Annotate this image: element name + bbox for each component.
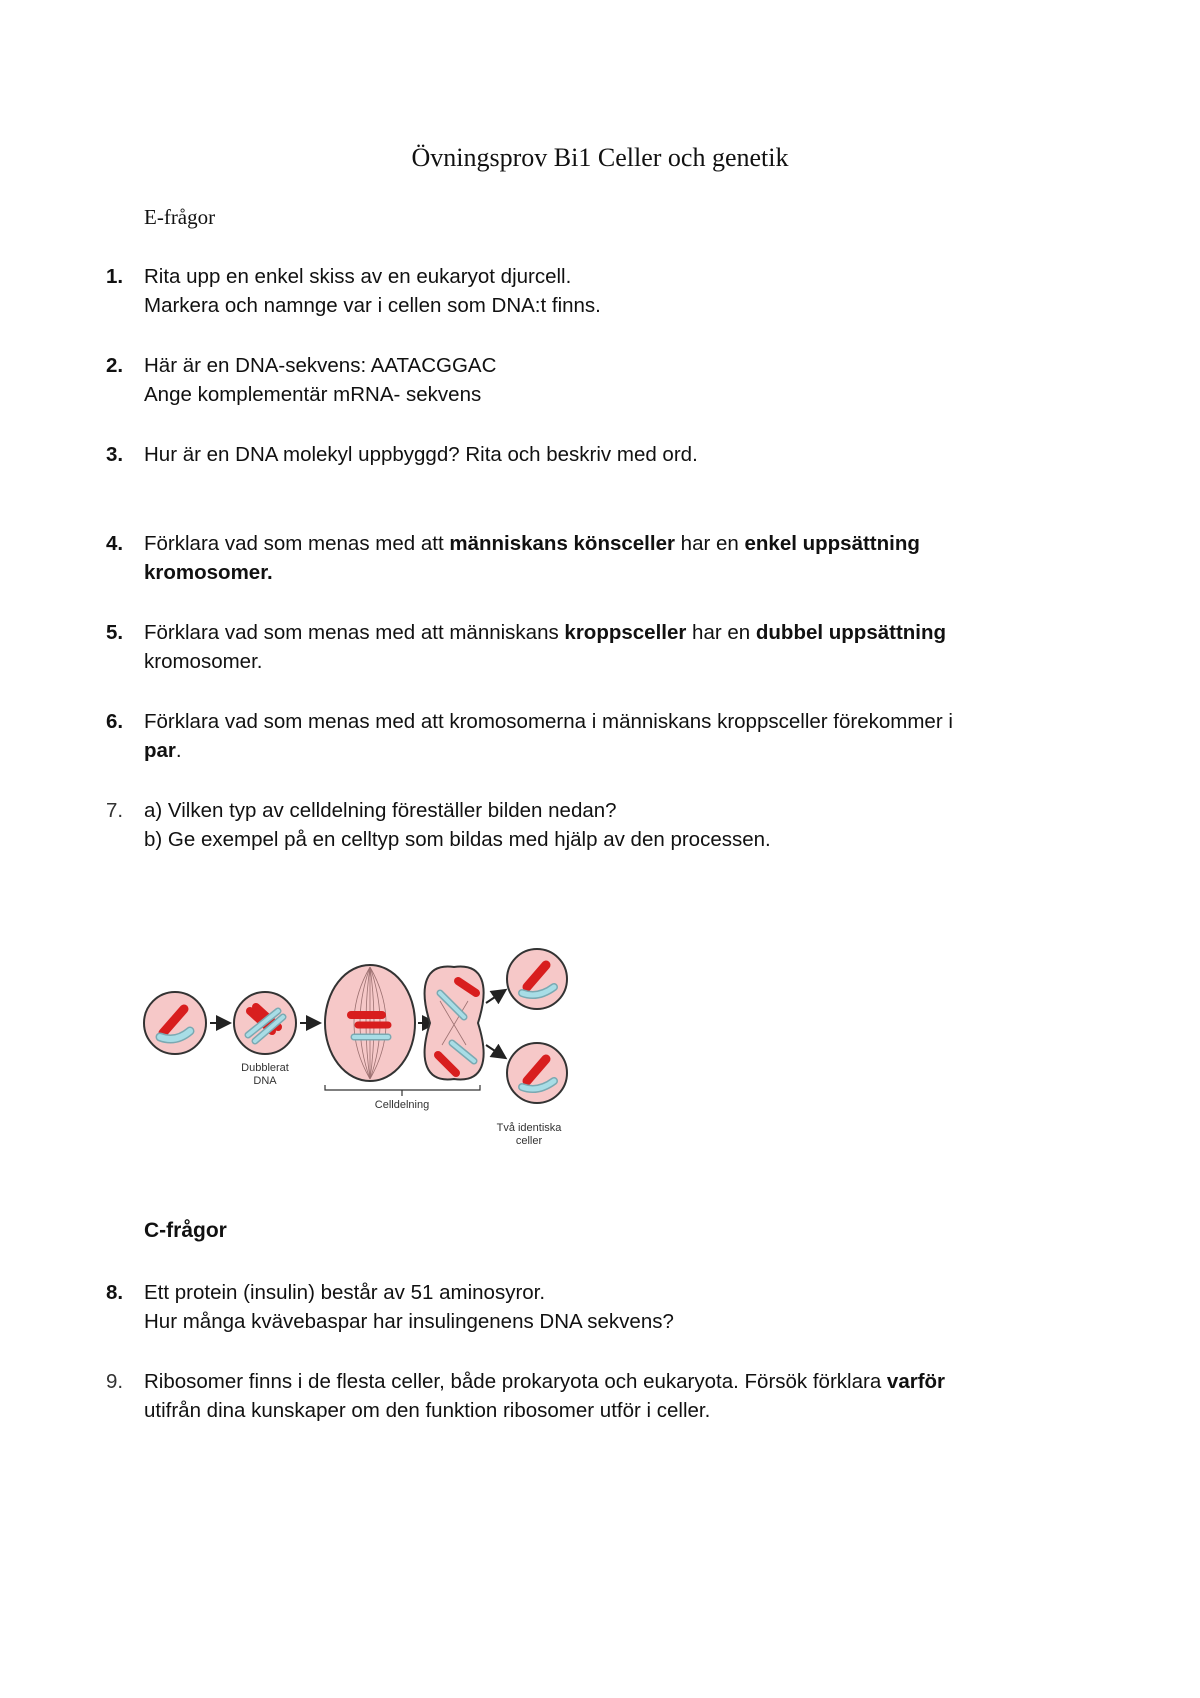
question-number: 5. xyxy=(106,621,124,644)
question-number: 1. xyxy=(106,265,124,288)
section-heading-e: E-frågor xyxy=(144,205,216,229)
question-text: . xyxy=(175,739,182,762)
question-8 xyxy=(106,1278,1066,1336)
question-text: har en xyxy=(686,621,756,644)
question-2 xyxy=(106,351,1066,409)
section-heading-c: C-frågor xyxy=(144,1219,227,1242)
mitosis-figure xyxy=(138,945,578,1155)
question-5 xyxy=(106,618,1066,676)
cell-metaphase xyxy=(325,965,415,1081)
question-text: b) Ge exempel på en celltyp som bildas med hjälp av den processen. xyxy=(144,828,771,851)
question-emphasis: kroppsceller xyxy=(564,621,687,644)
question-text: Ett protein (insulin) består av 51 aminosyror. xyxy=(144,1281,546,1304)
cell-doubled-dna xyxy=(234,992,296,1054)
question-text: Markera och namnge var i cellen som DNA:t finns. xyxy=(144,294,601,317)
question-emphasis: varför xyxy=(886,1370,946,1393)
question-9 xyxy=(106,1367,1066,1425)
label-doubled-dna-line2: DNA xyxy=(253,1075,277,1087)
question-emphasis: kromosomer. xyxy=(144,561,273,584)
question-4 xyxy=(106,529,1066,587)
question-text: Hur många kvävebaspar har insulingenens DNA sekvens? xyxy=(144,1310,674,1333)
question-number: 8. xyxy=(106,1281,124,1304)
label-doubled-dna-line1: Dubblerat xyxy=(241,1062,289,1074)
question-emphasis: par xyxy=(144,739,176,762)
question-emphasis: dubbel uppsättning xyxy=(755,621,947,644)
question-number: 7. xyxy=(106,799,124,822)
question-6 xyxy=(106,707,1066,765)
question-7 xyxy=(106,796,1066,854)
question-text: Här är en DNA-sekvens: AATACGGAC xyxy=(144,354,497,377)
question-3 xyxy=(106,440,1066,469)
question-text: Rita upp en enkel skiss av en eukaryot djurcell. xyxy=(144,265,572,288)
question-text: Förklara vad som menas med att människans xyxy=(144,621,565,644)
label-two-cells-line2: celler xyxy=(515,1135,543,1147)
label-celldelning: Celldelning xyxy=(374,1099,430,1111)
question-text: utifrån dina kunskaper om den funktion ribosomer utför i celler. xyxy=(144,1399,711,1422)
question-text: Förklara vad som menas med att kromosomerna i människans kroppsceller förekommer i xyxy=(144,710,953,733)
question-text: Hur är en DNA molekyl uppbyggd? Rita och beskriv med ord. xyxy=(144,443,698,466)
question-text: Ange komplementär mRNA- sekvens xyxy=(144,383,482,406)
question-text: Ribosomer finns i de flesta celler, både prokaryota och eukaryota. Försök förklara xyxy=(144,1370,887,1393)
daughter-cell-top xyxy=(507,949,567,1009)
question-number: 3. xyxy=(106,443,124,466)
question-number: 6. xyxy=(106,710,124,733)
question-text: Förklara vad som menas med att xyxy=(144,532,450,555)
question-number: 9. xyxy=(106,1370,124,1393)
daughter-cell-bottom xyxy=(507,1043,567,1103)
question-emphasis: människans könsceller xyxy=(449,532,675,555)
question-text: a) Vilken typ av celldelning föreställer bilden nedan? xyxy=(144,799,617,822)
question-1 xyxy=(106,262,1066,320)
label-two-cells-line1: Två identiska xyxy=(496,1122,562,1134)
question-text: kromosomer. xyxy=(144,650,263,673)
question-emphasis: enkel uppsättning xyxy=(744,532,920,555)
question-number: 2. xyxy=(106,354,124,377)
question-text: har en xyxy=(674,532,745,555)
page-title: Övningsprov Bi1 Celler och genetik xyxy=(411,143,789,172)
question-number: 4. xyxy=(106,532,124,555)
cell-initial xyxy=(144,992,206,1054)
cell-anaphase xyxy=(425,967,484,1080)
